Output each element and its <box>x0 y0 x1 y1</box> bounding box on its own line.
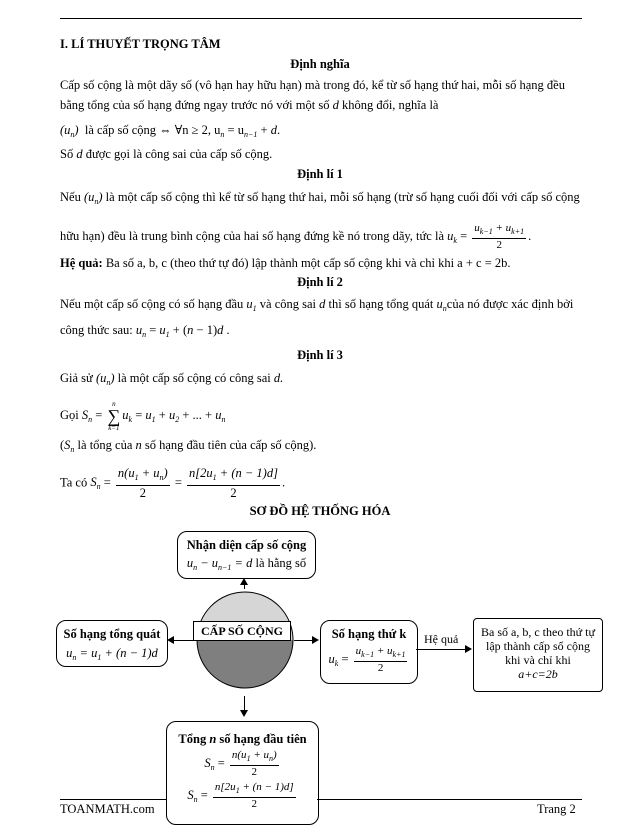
footer-site[interactable]: TOANMATH.com <box>60 802 155 816</box>
footer-page-number: Trang 2 <box>537 802 576 816</box>
arrowhead-consequence <box>465 645 472 653</box>
theorem2-line-1: Nếu một cấp số cộng có số hạng đầu $u_1$ và công sai d thì số hạng tổng quát $u_ncủa$ nó được xác định bởi <box>60 297 574 313</box>
arrowhead-right <box>312 636 319 644</box>
definition-line-1: Cấp số cộng là một dãy số (vô hạn hay hữu hạn) mà trong đó, kể từ số hạng thứ hai, mỗi số hạng đều <box>60 78 565 92</box>
arrowhead-up <box>240 578 248 585</box>
theorem2-line-2: công thức sau: $u_n = u_1 + (n - 1)d$ . <box>60 323 230 339</box>
theorem3-line-1: Giả sử $(u_n)$ là một cấp số cộng có công sai d. <box>60 371 284 387</box>
definition-line-4: Số d được gọi là công sai của cấp số cộng. <box>60 147 273 161</box>
diagram-title: SƠ ĐỒ HỆ THỐNG HÓA <box>249 504 391 518</box>
theorem1-line-2: hữu hạn) đều là trung bình cộng của hai số hạng đứng kề nó trong dãy, tức là $u_k$ = $\frac{u_{k-1} + u_{k+1}}{2}$ . <box>60 222 532 251</box>
section-heading: I. LÍ THUYẾT TRỌNG TÂM <box>60 37 221 51</box>
footer-rule-left <box>60 799 166 800</box>
header-rule <box>60 18 582 19</box>
theorem3-line-3: ($S_n$ là tổng của n số hạng đầu tiên của cấp số cộng). <box>60 438 317 454</box>
arrow-down <box>244 696 245 711</box>
corollary: Hệ quả: Ba số a, b, c (theo thứ tự đó) lập thành một cấp số cộng khi và chỉ khi a + c = 2b. <box>60 256 511 270</box>
box-corollary: Ba số a, b, c theo thứ tự lập thành cấp số cộng khi và chỉ khi a+c=2b <box>473 618 603 692</box>
arrowhead-left <box>167 636 174 644</box>
theorem3-title: Định lí 3 <box>297 348 343 362</box>
box-general-term: Số hạng tổng quát $u_n = u_1 + (n - 1)d$ <box>56 620 168 667</box>
footer-rule-right <box>317 799 582 800</box>
theorem1-title: Định lí 1 <box>297 167 343 181</box>
definition-title: Định nghĩa <box>290 57 350 71</box>
box-kth-term: Số hạng thứ k $u_k$ = $\frac{u_{k-1} + u_{k+1}}{2}$ <box>320 620 418 684</box>
theorem1-fraction: $\frac{u_{k-1} + u_{k+1}}{2}$ <box>474 222 525 251</box>
arrow-left <box>174 640 196 641</box>
theorem3-line-4: Ta có $S_n$ = $\frac{n(u_1 + u_n)}{2}$ = $\frac{n[2u_1 + (n - 1)d]}{2}$ . <box>60 466 286 500</box>
box-sum: Tổng n số hạng đầu tiên $S_n$ = $\frac{n(u_1 + u_n)}{2}$ $S_n$ = $\frac{n[2u_1 + (n - 1)d]}{2}$ <box>166 721 319 825</box>
arrow-consequence <box>416 649 465 650</box>
box-recognition: Nhận diện cấp số cộng $u_n - u_{n-1} = d$ là hằng số <box>177 531 316 579</box>
theorem1-line-1: Nếu $(u_n)$ là một cấp số cộng thì kể từ số hạng thứ hai, mỗi số hạng (trừ số hạng cuối đối với cấp số cộng <box>60 190 580 206</box>
theorem2-title: Định lí 2 <box>297 275 343 289</box>
arrowhead-down <box>240 710 248 717</box>
arrow-right <box>294 640 313 641</box>
sigma-symbol: n ∑ k=1 <box>107 400 121 432</box>
consequence-label: Hệ quả <box>424 632 459 646</box>
theorem3-line-2: Gọi $S_n$ = n ∑ k=1 $u_k = u_1 + u_2$ + ... + $u_n$ <box>60 400 226 432</box>
center-label: CẤP SỐ CỘNG <box>193 621 291 641</box>
definition-formula: $(u_n)$ là cấp số cộng ⇔ ∀n ≥ 2, $u_n = u_{n-1} + d$. <box>60 123 281 139</box>
definition-line-2: bằng tổng của số hạng đứng ngay trước nó với một số d không đổi, nghĩa là <box>60 98 439 112</box>
